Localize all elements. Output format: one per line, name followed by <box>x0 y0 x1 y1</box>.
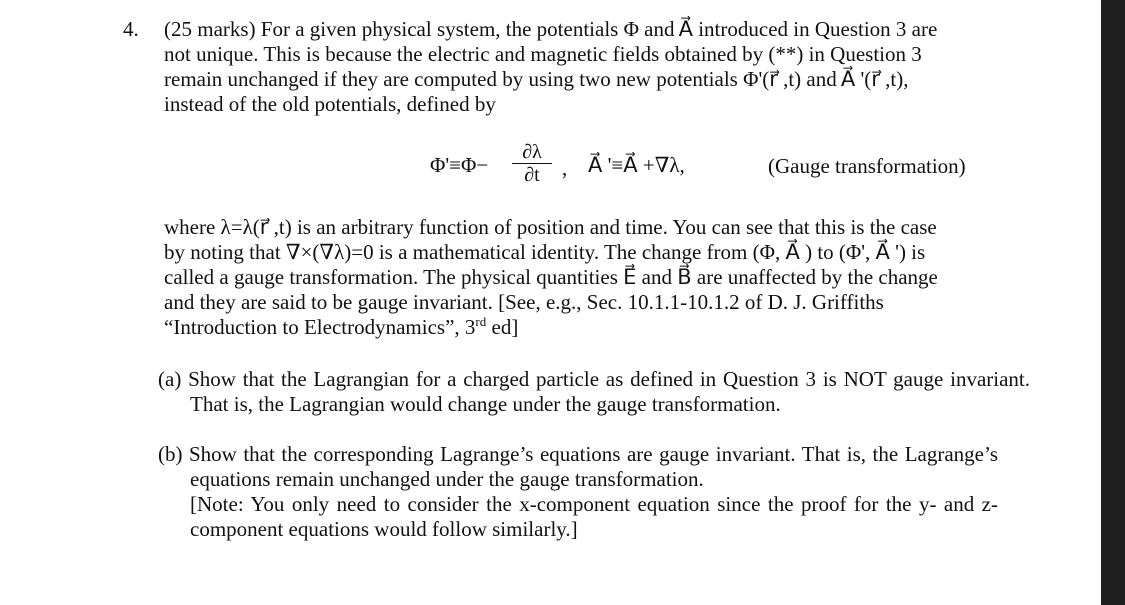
body-line: by noting that ∇×(∇λ)=0 is a mathematical identity. The change from (Φ, A⃗ ) to (Φ', A⃗ ') is <box>164 240 926 264</box>
equation-separator: , <box>562 156 568 180</box>
intro-line: (25 marks) For a given physical system, the potentials Φ and A⃗ introduced in Question 3 are <box>164 17 938 41</box>
fraction-numerator: ∂λ <box>512 142 552 164</box>
equation-fraction <box>512 142 552 185</box>
body-line: and they are said to be gauge invariant. [See, e.g., Sec. 10.1.1-10.1.2 of D. J. Griffiths <box>164 290 884 314</box>
body-line: where λ=λ(r⃗ ,t) is an arbitrary function of position and time. You can see that this is the case <box>164 215 937 239</box>
equation-rhs: A⃗ '≡A⃗ +∇λ, <box>588 153 685 177</box>
question-body <box>164 215 998 340</box>
citation-text: “Introduction to Electrodynamics”, 3 <box>164 315 476 339</box>
part-b-note: [Note: You only need to consider the x-component equation since the proof for the y- and z-component equations would follow similarly.] <box>190 492 998 541</box>
question-intro <box>164 17 998 117</box>
intro-line: remain unchanged if they are computed by using two new potentials Φ'(r⃗ ,t) and A⃗ '(r⃗ ,t), <box>164 67 909 91</box>
edition-superscript: rd <box>475 314 487 329</box>
body-line: called a gauge transformation. The physical quantities E⃗ and B⃗ are unaffected by the change <box>164 265 938 289</box>
fraction-denominator: ∂t <box>524 164 540 186</box>
part-b-text: (b) Show that the corresponding Lagrange’s equations are gauge invariant. That is, the Lagrange’s equations remain unchanged under the gauge transformation. <box>158 442 998 491</box>
equation-label: (Gauge transformation) <box>768 154 966 178</box>
part-a: (a) Show that the Lagrangian for a charged particle as defined in Question 3 is NOT gauge invariant. That is, the Lagrangian would change under the gauge transformation. <box>158 367 1030 416</box>
intro-line: instead of the old potentials, defined by <box>164 92 496 116</box>
gauge-equation <box>430 142 990 186</box>
part-b <box>158 442 998 542</box>
intro-line: not unique. This is because the electric and magnetic fields obtained by (**) in Question 3 <box>164 42 922 66</box>
question-number: 4. <box>123 17 139 41</box>
citation-end: ed] <box>486 315 519 339</box>
equation-lhs: Φ'≡Φ− <box>430 153 489 177</box>
right-edge-bar <box>1101 0 1125 605</box>
body-line-last <box>164 315 998 340</box>
